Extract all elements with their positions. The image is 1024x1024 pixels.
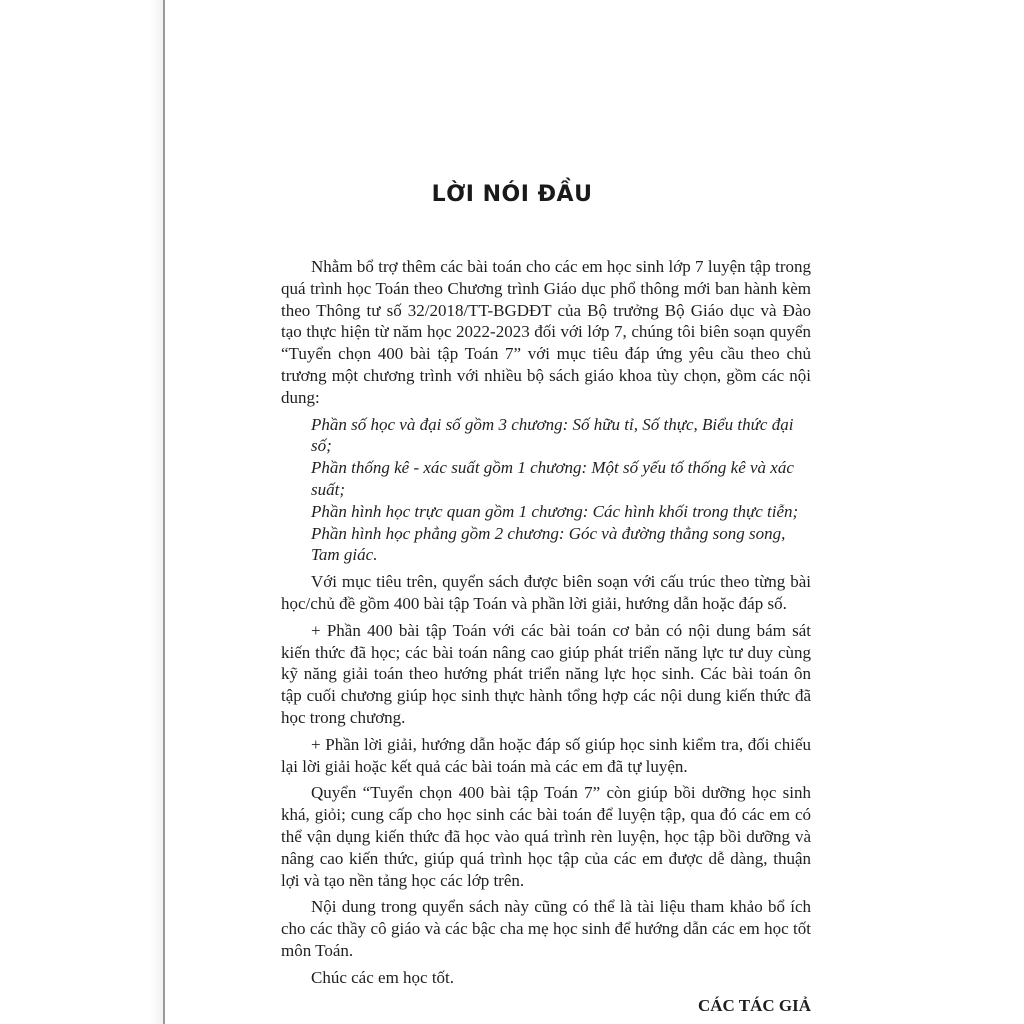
paragraph-purpose: Quyển “Tuyển chọn 400 bài tập Toán 7” còn giúp bồi dưỡng học sinh khá, giỏi; cung cấp cho học sinh các bài toán để luyện tập, qua đó các em có thể vận dụng kiến thức đã học vào quá trình rèn luyện, học tập bồi dưỡng và nâng cao kiến thức, giúp quá trình học tập của các em được dễ dàng, thuận lợi và tạo nền tảng học các lớp trên. <box>281 783 811 890</box>
paragraph-reference: Nội dung trong quyển sách này cũng có thể là tài liệu tham khảo bổ ích cho các thầy cô giáo và các bậc cha mẹ học sinh để hướng dẫn các em học tốt môn Toán. <box>281 897 811 960</box>
contents-item: Phần thống kê - xác suất gồm 1 chương: Một số yếu tố thống kê và xác suất; <box>311 458 794 499</box>
paragraph-intro: Nhằm bổ trợ thêm các bài toán cho các em học sinh lớp 7 luyện tập trong quá trình học Toán theo Chương trình Giáo dục phổ thông mới ban hành kèm theo Thông tư số 32/2018/TT-BGDĐT của Bộ trưởng Bộ Giáo dục và Đào tạo thực hiện từ năm học 2022-2023 đối với lớp 7, chúng tôi biên soạn quyển “Tuyển chọn 400 bài tập Toán 7” với mục tiêu đáp ứng yêu cầu theo chủ trương một chương trình với nhiều bộ sách giáo khoa tùy chọn, gồm các nội dung: <box>281 257 811 407</box>
paragraph-closing: Chúc các em học tốt. <box>311 967 455 987</box>
contents-item: Phần hình học phẳng gồm 2 chương: Góc và đường thẳng song song, Tam giác. <box>311 523 786 565</box>
preface-body <box>281 256 811 1016</box>
page-spine-shadow <box>150 0 163 1024</box>
page-title: LỜI NÓI ĐẦU <box>431 182 593 207</box>
page-spine-edge <box>163 0 165 1024</box>
paragraph-structure: Với mục tiêu trên, quyển sách được biên soạn với cấu trúc theo từng bài học/chủ đề gồm 400 bài tập Toán và phần lời giải, hướng dẫn hoặc đáp số. <box>281 572 811 613</box>
author-signature: CÁC TÁC GIẢ <box>697 995 811 1015</box>
contents-item: Phần số học và đại số gồm 3 chương: Số hữu tỉ, Số thực, Biểu thức đại số; <box>311 414 794 456</box>
contents-list <box>281 414 811 567</box>
paragraph-part-solutions: + Phần lời giải, hướng dẫn hoặc đáp số giúp học sinh kiểm tra, đối chiếu lại lời giải hoặc kết quả các bài toán mà các em đã tự luyện. <box>281 734 811 776</box>
contents-item: Phần hình học trực quan gồm 1 chương: Các hình khối trong thực tiễn; <box>311 501 799 521</box>
paragraph-part-exercises: + Phần 400 bài tập Toán với các bài toán cơ bản có nội dung bám sát kiến thức đã học; các bài toán nâng cao giúp phát triển năng lực tư duy cùng kỹ năng giải toán theo hướng phát triển năng lực học sinh. Các bài toán ôn tập cuối chương giúp học sinh thực hành tổng hợp các nội dung kiến thức đã học trong chương. <box>281 620 811 727</box>
